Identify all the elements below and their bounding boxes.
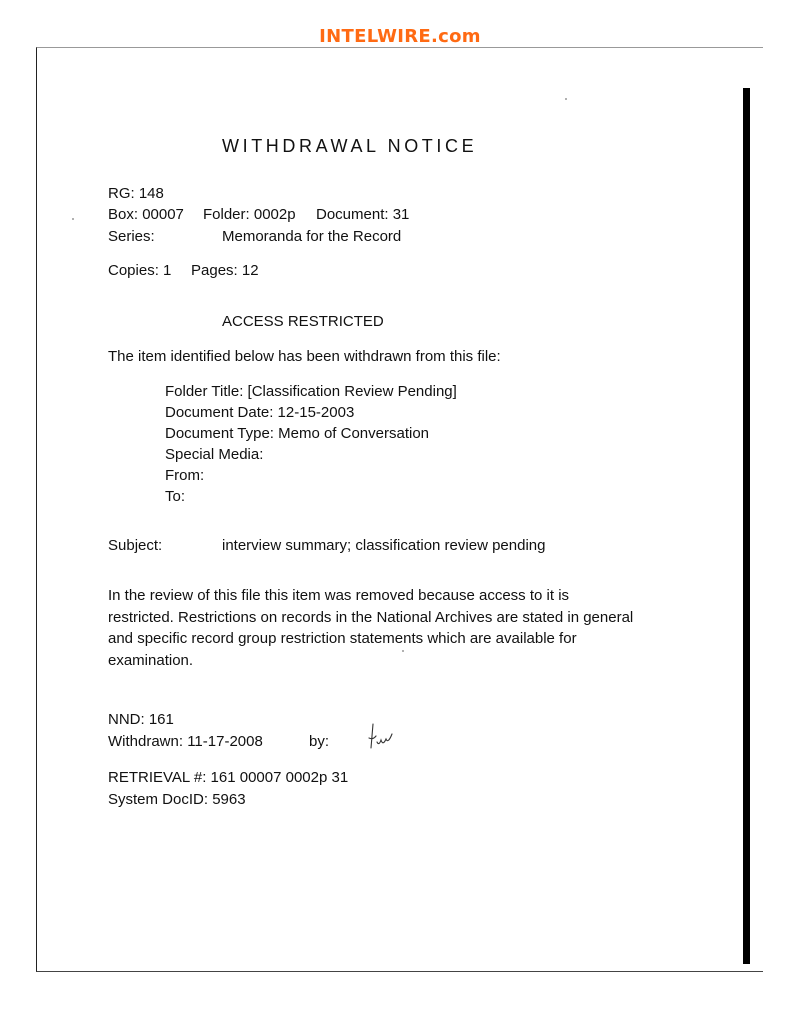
pages-field	[191, 262, 259, 280]
folder-label: Folder:	[203, 206, 250, 223]
copies-field	[108, 262, 171, 280]
box-label: Box:	[108, 206, 139, 223]
series-label: Series:	[108, 228, 155, 245]
page-title: WITHDRAWAL NOTICE	[222, 136, 478, 156]
subject-value: interview summary; classification review pending	[222, 537, 546, 554]
retrieval-line	[108, 769, 348, 787]
docid-value: 5963	[212, 791, 246, 808]
nnd-value: 161	[148, 711, 174, 728]
scan-speck	[402, 650, 404, 652]
withdrawn-value: 11-17-2008	[187, 733, 263, 750]
banner-text: INTELWIRE.com	[319, 26, 481, 47]
from-line: From:	[165, 467, 205, 484]
document-date-line: Document Date: 12-15-2003	[165, 404, 355, 421]
to-line: To:	[165, 488, 186, 505]
box-line	[108, 206, 184, 224]
document-label: Document:	[316, 206, 389, 223]
box-value: 00007	[142, 206, 184, 223]
document-value: 31	[392, 206, 410, 223]
docid-label: System DocID:	[108, 791, 209, 808]
pages-value: 12	[241, 262, 259, 279]
document-type-line: Document Type: Memo of Conversation	[165, 425, 430, 442]
folder-title-line: Folder Title: [Classification Review Pending]	[165, 383, 457, 400]
copies-value: 1	[163, 262, 172, 279]
restriction-paragraph: In the review of this file this item was removed because access to it is restricted. Restrictions on records in the National Archives are stated in general and specific record group restriction statements which are available for examination.	[108, 587, 634, 669]
nnd-label: NND:	[108, 711, 145, 728]
rg-value: 148	[138, 185, 164, 202]
docid-line	[108, 791, 246, 809]
rg-label: RG:	[108, 185, 135, 202]
pages-label: Pages:	[191, 262, 238, 279]
site-banner	[0, 26, 800, 47]
withdrawn-line	[108, 733, 263, 751]
scan-speck	[565, 98, 567, 100]
signature-scribble	[365, 722, 405, 752]
retrieval-label: RETRIEVAL #:	[108, 769, 207, 786]
special-media-line: Special Media:	[165, 446, 264, 463]
retrieval-value: 161 00007 0002p 31	[210, 769, 349, 786]
subject-label: Subject:	[108, 537, 163, 554]
withdrawn-label: Withdrawn:	[108, 733, 184, 750]
nnd-line	[108, 711, 174, 729]
copies-label: Copies:	[108, 262, 159, 279]
folder-value: 0002p	[253, 206, 296, 223]
by-label: by:	[309, 733, 330, 750]
access-restricted-heading: ACCESS RESTRICTED	[222, 313, 384, 330]
scan-edge-bar	[743, 88, 750, 964]
scan-speck	[72, 218, 74, 220]
series-value: Memoranda for the Record	[222, 228, 402, 245]
withdrawal-intro: The item identified below has been withdrawn from this file:	[108, 348, 501, 365]
document-field	[316, 206, 409, 224]
rg-line	[108, 185, 164, 203]
folder-field	[203, 206, 296, 224]
